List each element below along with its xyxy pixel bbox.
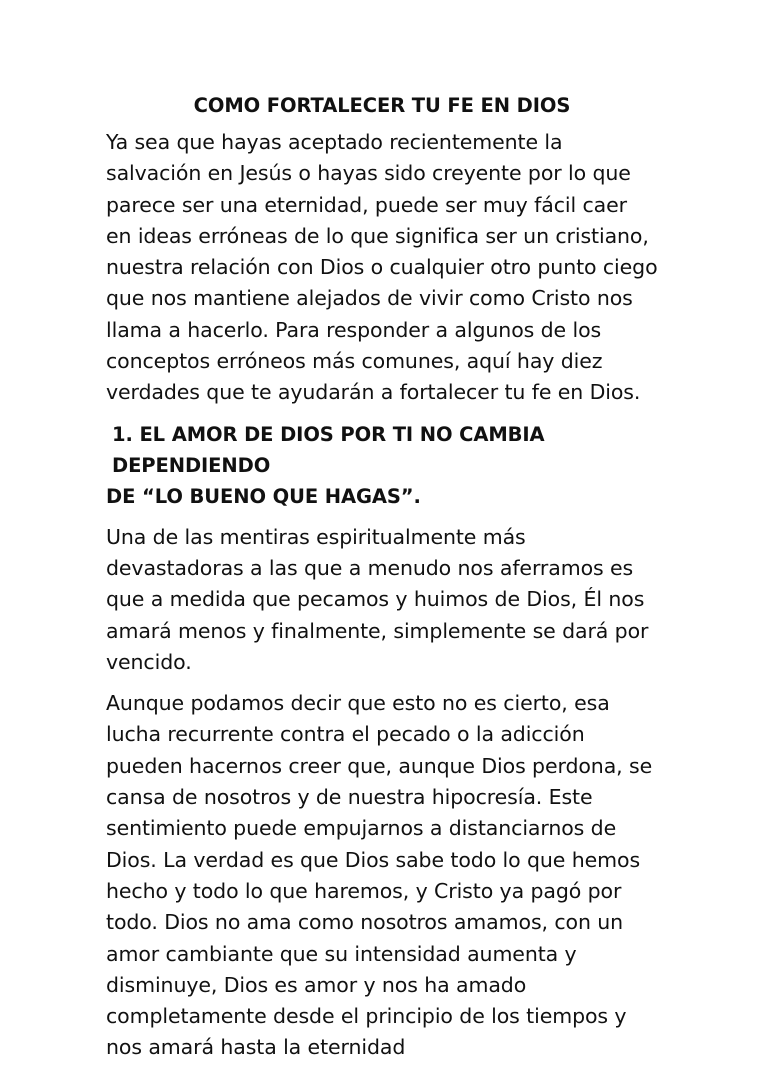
section-1-heading-line-2: DE “LO BUENO QUE HAGAS”.	[106, 484, 421, 508]
section-1-paragraph-2: Aunque podamos decir que esto no es cierto, esa lucha recurrente contra el pecado o la adicción pueden hacernos creer que, aunque Dios perdona, se cansa de nosotros y de nuestra hipocresía. Este sentimiento puede empujarnos a distanciarnos de Dios. La verdad es que Dios sabe todo lo que hemos hecho y todo lo que haremos, y Cristo ya pagó por todo. Dios no ama como nosotros amamos, con un amor cambiante que su intensidad aumenta y disminuye, Dios es amor y nos ha amado completamente desde el principio de los tiempos y nos amará hasta la eternidad	[106, 691, 653, 1060]
document-page	[106, 90, 658, 1074]
section-1-heading	[106, 419, 658, 512]
document-title: COMO FORTALECER TU FE EN DIOS	[193, 94, 571, 117]
intro-paragraph: Ya sea que hayas aceptado recientemente la salvación en Jesús o hayas sido creyente por lo que parece ser una eternidad, puede ser muy fácil caer en ideas erróneas de lo que significa ser un cristiano, nuestra relación con Dios o cualquier otro punto ciego que nos mantiene alejados de vivir como Cristo nos llama a hacerlo. Para responder a algunos de los conceptos erróneos más comunes, aquí hay diez verdades que te ayudarán a fortalecer tu fe en Dios.	[106, 130, 658, 405]
section-1-heading-line-1: 1. EL AMOR DE DIOS POR TI NO CAMBIA DEPENDIENDO	[112, 422, 545, 477]
section-1-paragraph-1: Una de las mentiras espiritualmente más devastadoras a las que a menudo nos aferramos es que a medida que pecamos y huimos de Dios, Él nos amará menos y finalmente, simplemente se dará por vencido.	[106, 524, 649, 674]
